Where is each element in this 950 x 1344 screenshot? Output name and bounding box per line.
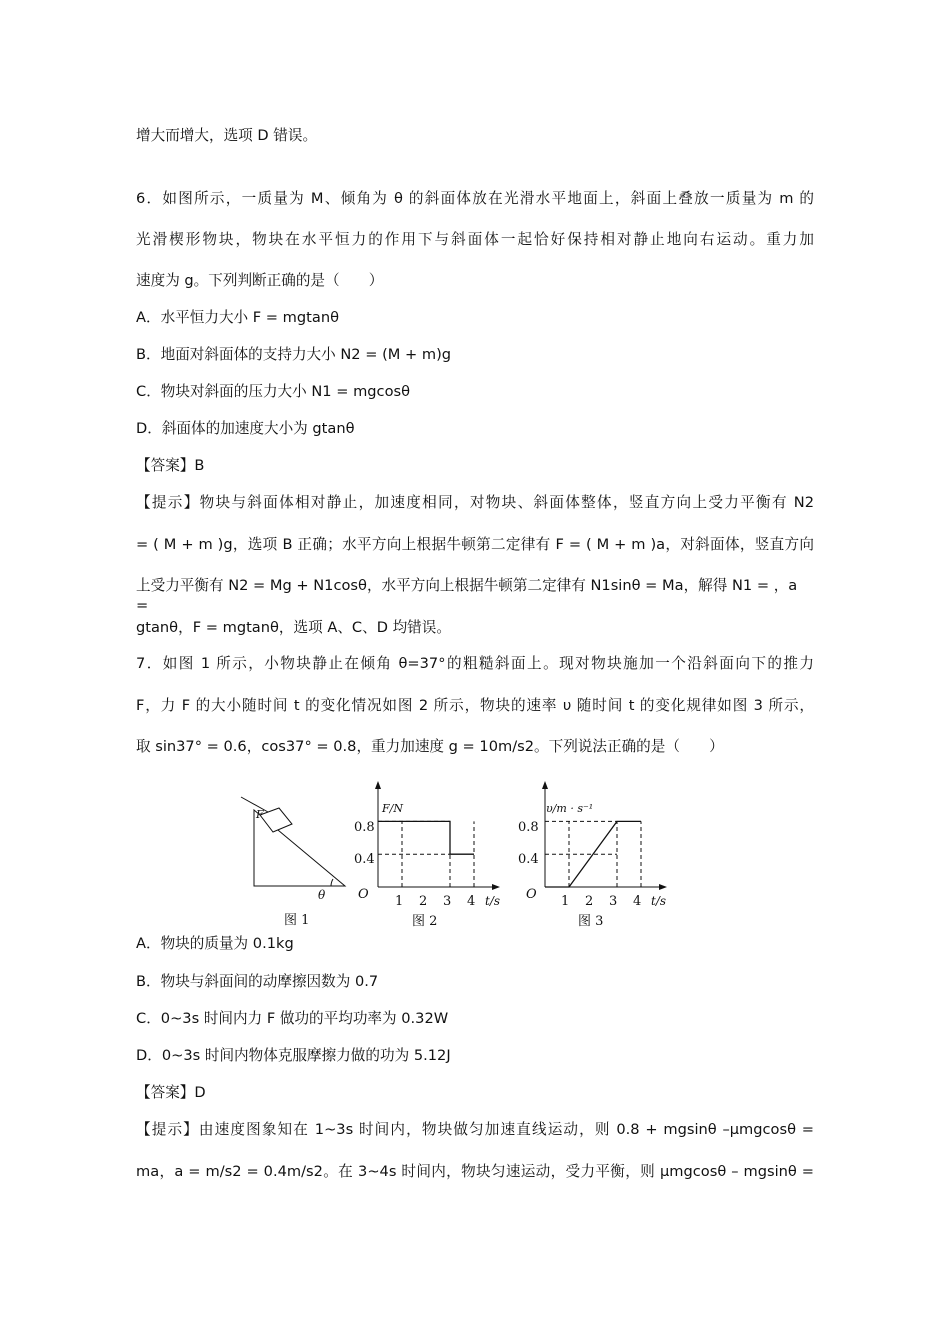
figure-3-xtick-2: 2	[585, 894, 594, 909]
figure-2-xtick-1: 1	[395, 894, 404, 909]
q7-option-d: D．0~3s 时间内物体克服摩擦力做的功为 5.12J	[136, 1047, 451, 1064]
figure-2-series-line	[378, 821, 474, 854]
q6-hint-line-2: = ( M + m )g，选项 B 正确；水平方向上根据牛顿第二定律有 F = ( M + m )a，对斜面体，竖直方向	[136, 536, 814, 553]
q6-option-d: D．斜面体的加速度大小为 gtanθ	[136, 420, 355, 437]
figure-3-xtick-4: 4	[633, 894, 642, 909]
figure-2-xtick-4: 4	[467, 894, 476, 909]
q7-stem-line-1: 7．如图 1 所示，小物块静止在倾角 θ=37°的粗糙斜面上。现对物块施加一个沿斜面向下的推力	[136, 655, 814, 672]
q6-hint-line-3: 上受力平衡有 N2 = Mg + N1cosθ，水平方向上根据牛顿第二定律有 N1sinθ = Ma，解得 N1 = ，a =	[136, 577, 798, 614]
figure-3-ytick-0-4: 0.4	[518, 852, 539, 867]
figure-3-caption: 图 3	[578, 914, 604, 929]
figure-2-force-graph	[375, 781, 500, 890]
q7-answer: 【答案】D	[136, 1084, 206, 1101]
q6-hint-line-1: 【提示】物块与斜面体相对静止，加速度相同，对物块、斜面体整体，竖直方向上受力平衡有 N2	[136, 494, 814, 511]
figure-1-angle-label: θ	[318, 888, 326, 902]
figure-2-xtick-3: 3	[443, 894, 452, 909]
q7-option-c: C．0~3s 时间内力 F 做功的平均功率为 0.32W	[136, 1010, 449, 1027]
q6-stem-line-2: 光滑楔形物块，物块在水平恒力的作用下与斜面体一起恰好保持相对静止地向右运动。重力加	[136, 231, 814, 248]
figure-3-x-unit: t/s	[651, 894, 667, 908]
figure-3-velocity-graph	[542, 781, 667, 890]
figure-2-origin: O	[358, 887, 369, 902]
figure-2-xtick-2: 2	[419, 894, 428, 909]
q6-stem-line-3: 速度为 g。下列判断正确的是（ ）	[136, 272, 384, 289]
q6-answer: 【答案】B	[136, 457, 205, 474]
figure-2-ytick-0-4: 0.4	[354, 852, 375, 867]
q7-stem-line-2: F，力 F 的大小随时间 t 的变化情况如图 2 所示，物块的速率 υ 随时间 t 的变化规律如图 3 所示，	[136, 697, 814, 714]
figure-2-y-arrow	[375, 781, 381, 789]
q6-option-c: C．物块对斜面的压力大小 N1 = mgcosθ	[136, 383, 411, 400]
text-line: 增大而增大，选项 D 错误。	[136, 127, 318, 144]
figure-1-force-label: F	[256, 808, 264, 821]
figure-3-xtick-3: 3	[609, 894, 618, 909]
figure-3-x-arrow	[659, 884, 667, 890]
figure-3-ytick-0-8: 0.8	[518, 820, 539, 835]
q6-hint-line-4: gtanθ，F = mgtanθ，选项 A、C、D 均错误。	[136, 619, 451, 636]
figure-2-x-arrow	[492, 884, 500, 890]
q6-option-a: A．水平恒力大小 F = mgtanθ	[136, 309, 340, 326]
q6-option-b: B．地面对斜面体的支持力大小 N2 = (M + m)g	[136, 346, 452, 363]
q6-stem-line-1: 6．如图所示，一质量为 M、倾角为 θ 的斜面体放在光滑水平地面上，斜面上叠放一质量为 m 的	[136, 190, 814, 207]
q7-option-a: A．物块的质量为 0.1kg	[136, 935, 294, 952]
figure-2-y-label: F/N	[382, 802, 403, 815]
figure-2-caption: 图 2	[412, 914, 438, 929]
figure-3-xtick-1: 1	[561, 894, 570, 909]
figure-1-caption: 图 1	[284, 913, 310, 928]
figure-3-origin: O	[526, 887, 537, 902]
figure-3-y-label: υ/m · s⁻¹	[546, 802, 594, 815]
figure-2-ytick-0-8: 0.8	[354, 820, 375, 835]
q7-hint-line-2: ma，a = m/s2 = 0.4m/s2。在 3~4s 时间内，物块匀速运动，受力平衡，则 μmgcosθ – mgsinθ =	[136, 1163, 814, 1180]
q7-hint-line-1: 【提示】由速度图象知在 1~3s 时间内，物块做匀加速直线运动，则 0.8 + mgsinθ –μmgcosθ =	[136, 1121, 814, 1138]
figure-2-x-unit: t/s	[485, 894, 501, 908]
q7-stem-line-3: 取 sin37° = 0.6，cos37° = 0.8，重力加速度 g = 10m/s2。下列说法正确的是（ ）	[136, 738, 724, 755]
q7-option-b: B．物块与斜面间的动摩擦因数为 0.7	[136, 973, 379, 990]
figure-3-y-arrow	[542, 781, 548, 789]
